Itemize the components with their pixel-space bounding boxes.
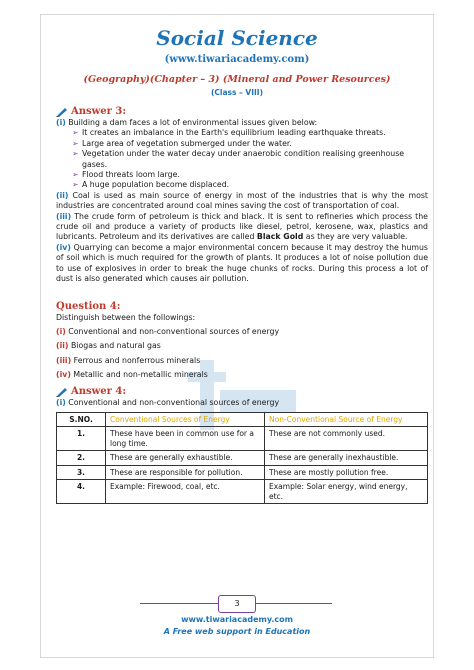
table-cell: 4.	[57, 480, 106, 504]
footer-tagline: A Free web support in Education	[163, 627, 311, 636]
bullet-text: Vegetation under the water decay under anaerobic condition realising greenhouse gases.	[82, 149, 405, 169]
answer4-heading	[56, 386, 428, 398]
bullet-text: A huge population become displaced.	[82, 180, 230, 190]
column-header-conventional: Conventional Sources of Energy	[106, 412, 265, 427]
answer3-part1-text: Building a dam faces a lot of environmental issues given below:	[68, 118, 318, 127]
table-row	[57, 427, 428, 451]
answer4-subheading-text: Conventional and non-conventional sources of energy	[68, 397, 280, 407]
table-header-row	[57, 412, 428, 427]
answer3-part1	[56, 118, 428, 128]
page-title: Social Science	[156, 26, 318, 50]
answer3-part2	[56, 191, 428, 212]
question4-item-text: Conventional and non-conventional sources of energy	[68, 326, 280, 336]
class-label: (Class – VIII)	[210, 88, 264, 97]
roman-i: (i)	[56, 118, 66, 127]
list-item	[72, 180, 428, 190]
bullet-text: It creates an imbalance in the Earth's equilibrium leading earthquake threats.	[82, 128, 386, 138]
question4-item	[56, 341, 428, 351]
arrow-bullet-icon: ➢	[72, 128, 79, 138]
table-cell: 3.	[57, 465, 106, 480]
table-cell: 1.	[57, 427, 106, 451]
column-header-sno: S.NO.	[57, 412, 106, 427]
table-cell: These are generally exhaustible.	[106, 451, 265, 466]
question4-intro: Distinguish between the followings:	[56, 312, 196, 322]
bullet-text: Flood threats loom large.	[82, 170, 180, 180]
table-cell: These are responsible for pollution.	[106, 465, 265, 480]
answer3-heading	[56, 106, 428, 118]
answer3-part3-text: The crude form of petroleum is thick and black. It is sent to refineries which process the crude oil and produce a variety of products like diesel, petrol, kerosene, wax, plastics and lubricants. Petroleum and its derivatives are called	[56, 211, 428, 242]
table-cell: These have been in common use for a long time.	[106, 427, 265, 451]
list-item	[72, 149, 428, 170]
comparison-table	[56, 412, 428, 505]
arrow-bullet-icon: ➢	[72, 149, 79, 159]
pen-icon	[56, 387, 68, 397]
table-cell: These are not commonly used.	[265, 427, 428, 451]
table-cell: Example: Solar energy, wind energy, etc.	[265, 480, 428, 504]
table-row	[57, 451, 428, 466]
question4-item	[56, 370, 428, 380]
question4-item	[56, 327, 428, 337]
question4-item-text: Metallic and non-metallic minerals	[73, 370, 208, 380]
table-cell: These are generally inexhaustible.	[265, 451, 428, 466]
roman-iii: (iii)	[56, 355, 72, 365]
footer-website[interactable]: www.tiwariacademy.com	[181, 615, 293, 624]
answer4-subheading	[56, 398, 428, 408]
content	[56, 106, 428, 504]
table-cell: Example: Firewood, coal, etc.	[106, 480, 265, 504]
list-item	[72, 128, 428, 138]
roman-i: (i)	[56, 326, 66, 336]
header-website: (www.tiwariacademy.com)	[164, 54, 310, 65]
bullet-text: Large area of vegetation submerged under the water.	[82, 138, 292, 148]
roman-ii: (ii)	[56, 341, 69, 351]
answer4-heading-text: Answer 4:	[71, 385, 127, 397]
answer3-heading-text: Answer 3:	[71, 106, 127, 117]
table-row	[57, 465, 428, 480]
roman-i: (i)	[56, 397, 66, 407]
answer3-part2-text: Coal is used as main source of energy in most of the industries that is why the most industries are concentrated around coal mines saving the cost of transportation of coal.	[56, 190, 428, 211]
table-cell: These are mostly pollution free.	[265, 465, 428, 480]
page-number: 3	[218, 595, 256, 613]
arrow-bullet-icon: ➢	[72, 138, 79, 148]
answer3-part3	[56, 212, 428, 243]
pen-icon	[56, 107, 68, 117]
arrow-bullet-icon: ➢	[72, 180, 79, 190]
answer3-part4	[56, 243, 428, 285]
column-header-non-conventional: Non-Conventional Source of Energy	[265, 412, 428, 427]
question4-item-text: Biogas and natural gas	[70, 341, 161, 351]
answer3-part3-text-after: as they are very valuable.	[305, 232, 408, 242]
roman-iv: (iv)	[56, 370, 71, 380]
table-row	[57, 480, 428, 504]
question4-item-text: Ferrous and nonferrous minerals	[73, 355, 201, 365]
answer3-bullets	[56, 128, 428, 190]
question4-heading: Question 4:	[56, 300, 121, 312]
list-item	[72, 139, 428, 149]
table-cell: 2.	[57, 451, 106, 466]
chapter-heading: (Geography)(Chapter – 3) (Mineral and Power Resources)	[83, 74, 391, 85]
question4-item	[56, 356, 428, 366]
roman-iv: (iv)	[56, 242, 71, 252]
arrow-bullet-icon: ➢	[72, 170, 79, 180]
roman-ii: (ii)	[56, 190, 69, 200]
list-item	[72, 170, 428, 180]
black-gold-term: Black Gold	[256, 232, 304, 242]
roman-iii: (iii)	[56, 211, 72, 221]
answer3-part4-text: Quarrying can become a major environmental concern because it may destroy the humus of soil which is much required for the growth of plants. It produces a lot of noise pollution due to use of explosives in order to break the huge chunks of rocks. During this process a lot of dust is also generated which causes air pollution.	[56, 242, 428, 284]
